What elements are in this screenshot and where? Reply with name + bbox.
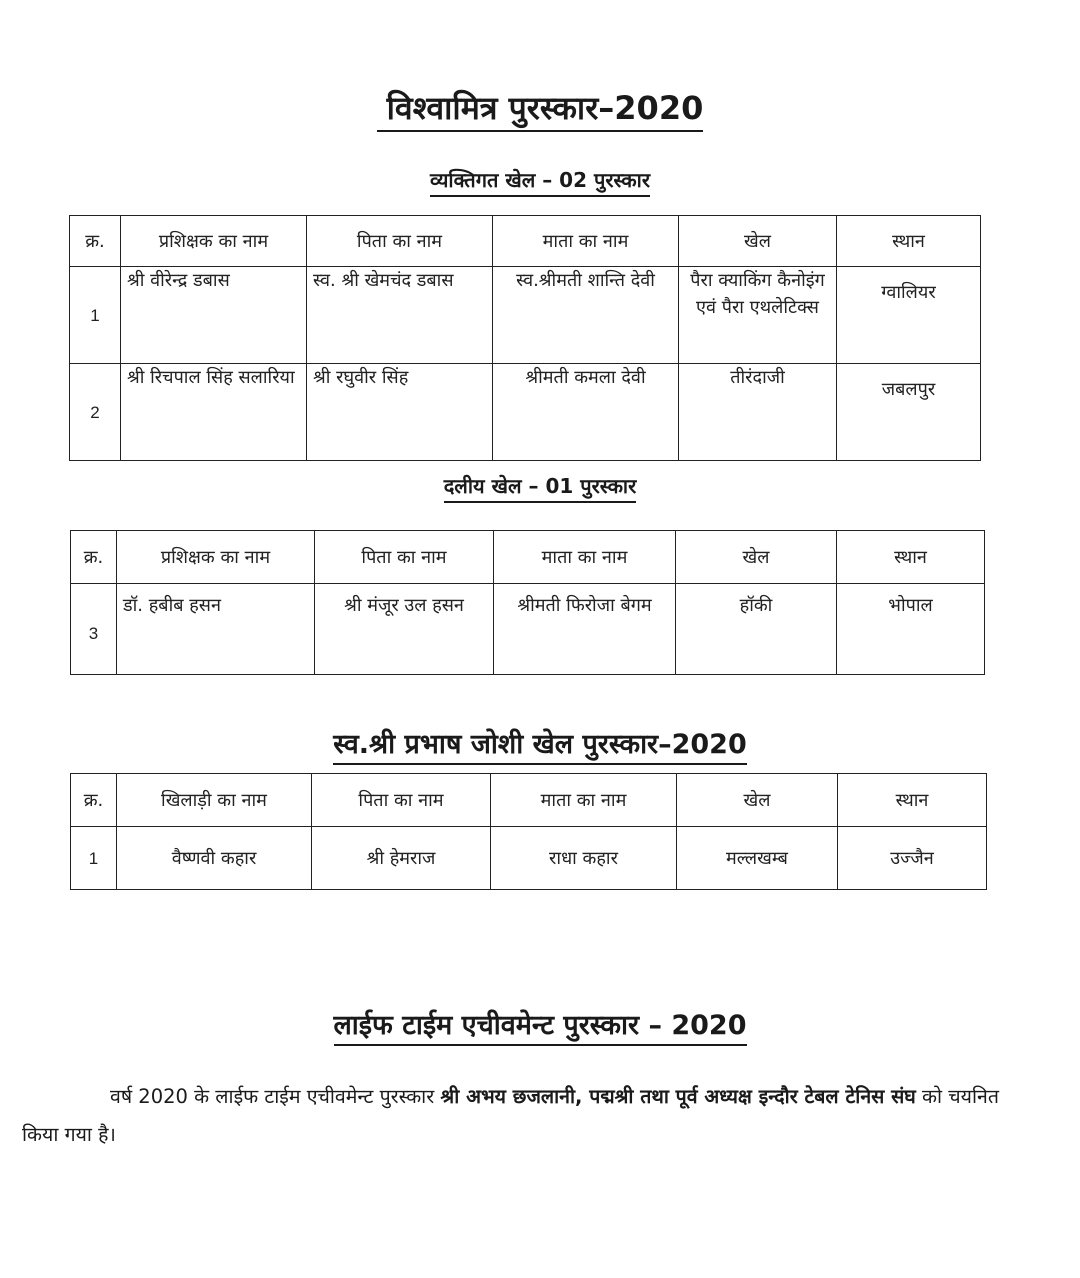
- table-row: [70, 364, 981, 461]
- header-mother-name: माता का नाम: [494, 531, 676, 584]
- cell-mother-name: श्रीमती कमला देवी: [493, 364, 679, 461]
- header-coach-name: प्रशिक्षक का नाम: [117, 531, 315, 584]
- vishwamitra-award-title: विश्वामित्र पुरस्कार–2020: [377, 89, 704, 132]
- table-header-row: [71, 774, 987, 827]
- header-mother-name: माता का नाम: [491, 774, 677, 827]
- header-sport: खेल: [676, 531, 837, 584]
- cell-coach-name: डॉ. हबीब हसन: [117, 584, 315, 675]
- header-place: स्थान: [837, 531, 985, 584]
- cell-serial: 1: [70, 267, 121, 364]
- header-serial: क्र.: [71, 774, 117, 827]
- cell-place: ग्वालियर: [837, 267, 981, 364]
- cell-place: जबलपुर: [837, 364, 981, 461]
- cell-place: भोपाल: [837, 584, 985, 675]
- cell-coach-name: श्री रिचपाल सिंह सलारिया: [121, 364, 307, 461]
- cell-mother-name: श्रीमती फिरोजा बेगम: [494, 584, 676, 675]
- cell-father-name: श्री हेमराज: [312, 827, 491, 890]
- page-title: [0, 86, 1080, 129]
- header-coach-name: प्रशिक्षक का नाम: [121, 216, 307, 267]
- cell-sport: पैरा क्याकिंग कैनोइंग एवं पैरा एथलेटिक्स: [679, 267, 837, 364]
- header-father-name: पिता का नाम: [315, 531, 494, 584]
- header-sport: खेल: [677, 774, 838, 827]
- cell-father-name: श्री मंजूर उल हसन: [315, 584, 494, 675]
- cell-place: उज्जैन: [838, 827, 987, 890]
- header-serial: क्र.: [71, 531, 117, 584]
- cell-serial: 2: [70, 364, 121, 461]
- header-father-name: पिता का नाम: [307, 216, 493, 267]
- awardee-name: श्री अभय छजलानी, पद्मश्री तथा पूर्व अध्यक्ष इन्दौर टेबल टेनिस संघ: [440, 1085, 916, 1108]
- header-player-name: खिलाड़ी का नाम: [117, 774, 312, 827]
- paragraph-text-start: वर्ष 2020 के लाईफ टाईम एचीवमेन्ट पुरस्कार: [110, 1085, 441, 1108]
- individual-sports-subtitle-text: व्यक्तिगत खेल – 02 पुरस्कार: [430, 168, 650, 197]
- cell-sport: तीरंदाजी: [679, 364, 837, 461]
- cell-mother-name: स्व.श्रीमती शान्ति देवी: [493, 267, 679, 364]
- prabhash-joshi-award-title-text: स्व.श्री प्रभाष जोशी खेल पुरस्कार–2020: [333, 729, 747, 765]
- cell-serial: 1: [71, 827, 117, 890]
- cell-father-name: स्व. श्री खेमचंद डबास: [307, 267, 493, 364]
- header-place: स्थान: [838, 774, 987, 827]
- cell-mother-name: राधा कहार: [491, 827, 677, 890]
- table-row: [71, 584, 985, 675]
- team-sports-subtitle: [0, 472, 1080, 499]
- table-header-row: [71, 531, 985, 584]
- table-row: [70, 267, 981, 364]
- prabhash-joshi-award-table: [70, 773, 987, 890]
- cell-father-name: श्री रघुवीर सिंह: [307, 364, 493, 461]
- lifetime-achievement-paragraph: [22, 1078, 1022, 1154]
- cell-player-name: वैष्णवी कहार: [117, 827, 312, 890]
- team-sports-subtitle-text: दलीय खेल – 01 पुरस्कार: [444, 474, 637, 503]
- table-row: [71, 827, 987, 890]
- header-mother-name: माता का नाम: [493, 216, 679, 267]
- lifetime-achievement-award-title: [0, 1005, 1080, 1042]
- individual-sports-subtitle: [0, 166, 1080, 193]
- paragraph-text-end: को चयनित किया गया है।: [22, 1085, 999, 1146]
- header-place: स्थान: [837, 216, 981, 267]
- lifetime-achievement-award-title-text: लाईफ टाईम एचीवमेन्ट पुरस्कार – 2020: [334, 1010, 747, 1046]
- table-header-row: [70, 216, 981, 267]
- header-father-name: पिता का नाम: [312, 774, 491, 827]
- header-sport: खेल: [679, 216, 837, 267]
- cell-sport: मल्लखम्ब: [677, 827, 838, 890]
- cell-coach-name: श्री वीरेन्द्र डबास: [121, 267, 307, 364]
- individual-sports-table: [69, 215, 981, 461]
- cell-serial: 3: [71, 584, 117, 675]
- prabhash-joshi-award-title: [0, 724, 1080, 761]
- team-sports-table: [70, 530, 985, 675]
- cell-sport: हॉकी: [676, 584, 837, 675]
- header-serial: क्र.: [70, 216, 121, 267]
